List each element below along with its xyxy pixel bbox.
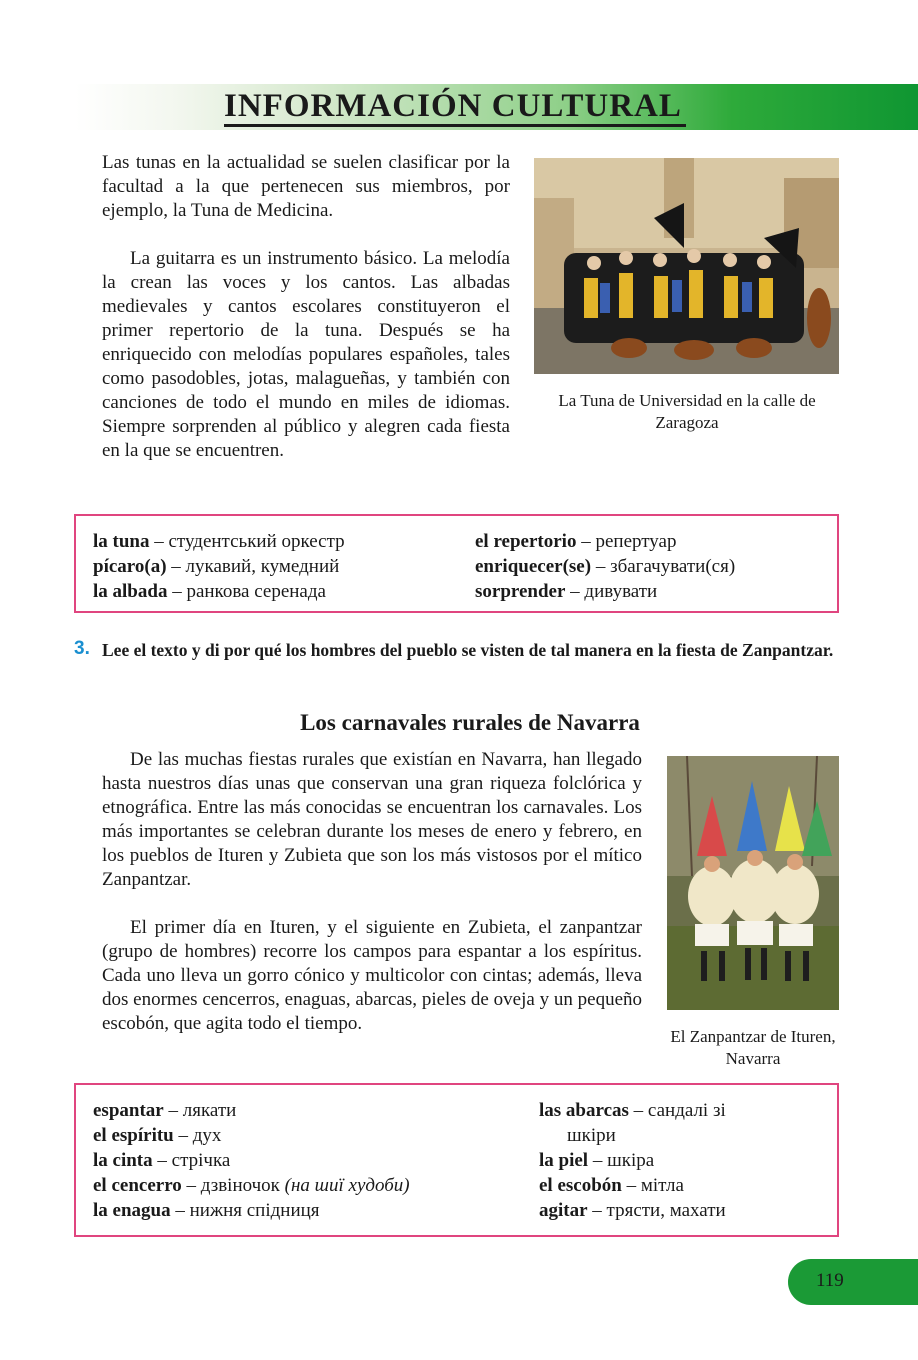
vocab-entry [539, 1173, 726, 1198]
vocab-entry [93, 579, 345, 604]
vocab-term: el espíritu [93, 1125, 174, 1146]
vocab-term: la piel [539, 1150, 589, 1171]
vocab-term: enriquecer(se) [475, 556, 592, 577]
vocab-translation: – сандалі зі [628, 1100, 726, 1121]
vocab-translation: – студентський оркестр [149, 531, 345, 552]
section-title: Los carnavales rurales de Navarra [300, 710, 640, 735]
vocab-translation: – ранкова серенада [167, 581, 326, 602]
vocab-entry [475, 554, 735, 579]
vocabulary-column-left [93, 1098, 410, 1223]
tuna-photo [534, 158, 839, 374]
page-number-tab [788, 1259, 918, 1305]
vocab-translation: – лякати [163, 1100, 237, 1121]
vocab-entry [93, 1123, 410, 1148]
vocab-translation: – дивувати [565, 581, 658, 602]
vocabulary-box-2 [74, 1083, 839, 1237]
vocab-term: espantar [93, 1100, 164, 1121]
vocab-translation: – трясти, махати [587, 1200, 726, 1221]
section-paragraph-1: De las muchas fiestas rurales que existían en Navarra, han llegado hasta nuestros días unas que conservan una gran riqueza folclórica y etnográfica. Entre las más conocidas se encuentran los carnavales. Los más importantes se celebran durante los meses de enero y febrero, en los pueblos de Ituren y Zubieta que son los más vistosos por el mítico Zanpantzar. [102, 749, 642, 890]
tuna-photo-caption: La Tuna de Universidad en la calle de Zaragoza [558, 391, 816, 432]
vocab-entry [93, 554, 345, 579]
vocab-note: (на шиї худоби) [284, 1175, 410, 1196]
vocab-term: la albada [93, 581, 168, 602]
vocab-entry [93, 1098, 410, 1123]
page-title: INFORMACIÓN CULTURAL [224, 88, 686, 127]
vocab-entry [539, 1148, 726, 1173]
vocab-continuation: шкіри [567, 1125, 616, 1146]
vocab-entry [475, 579, 735, 604]
task-number: 3. [74, 638, 90, 659]
intro-paragraph-2: La guitarra es un instrumento básico. La melodía la crean las voces y los cantos. Las albadas medievales y cantos escolares constituyeron el primer repertorio de la tuna. Después se ha enriquecido con melodías populares españoles, tales como pasodobles, jotas, malagueñas, y también con canciones de todo el mundo en miles de idiomas. Siempre sorprenden al público y alegren cada fiesta en la que se encuentren. [102, 248, 510, 461]
vocab-entry [539, 1198, 726, 1223]
vocab-term: las abarcas [539, 1100, 629, 1121]
vocab-term: el escobón [539, 1175, 622, 1196]
vocab-translation: – репертуар [576, 531, 677, 552]
vocabulary-box-1 [74, 514, 839, 613]
vocab-term: sorprender [475, 581, 566, 602]
vocab-entry [93, 529, 345, 554]
vocab-entry [93, 1148, 410, 1173]
vocab-term: la cinta [93, 1150, 153, 1171]
vocab-entry [539, 1098, 726, 1123]
vocab-term: la tuna [93, 531, 150, 552]
section-paragraph-2: El primer día en Ituren, y el siguiente en Zubieta, el zanpantzar (grupo de hombres) recorre los campos para espantar a los espíritus. Cada uno lleva un gorro cónico y multicolor con cintas; además, lleva dos enormes cencerros, enaguas, abarcas, pieles de oveja y un pequeño escobón, que agita todo el tiempo. [102, 917, 642, 1034]
vocabulary-column-left [93, 529, 345, 604]
vocab-translation: – шкіра [588, 1150, 655, 1171]
vocab-entry [93, 1173, 410, 1198]
vocab-translation: – мітла [621, 1175, 684, 1196]
vocab-translation: – дзвіночок [181, 1175, 285, 1196]
vocab-term: el cencerro [93, 1175, 182, 1196]
zanpantzar-photo-caption: El Zanpantzar de Ituren, Navarra [670, 1027, 836, 1068]
task-instruction: Lee el texto y di por qué los hombres del pueblo se visten de tal manera en la fiesta de Zanpantzar. [102, 640, 834, 660]
vocab-term: el repertorio [475, 531, 577, 552]
page-number: 119 [816, 1270, 844, 1291]
vocab-translation: – дух [173, 1125, 222, 1146]
vocab-term: pícaro(a) [93, 556, 167, 577]
vocab-translation: – нижня спідниця [170, 1200, 320, 1221]
vocab-term: la enagua [93, 1200, 171, 1221]
vocabulary-column-right [539, 1098, 726, 1223]
vocab-entry [93, 1198, 410, 1223]
zanpantzar-photo [667, 756, 839, 1010]
vocab-entry [475, 529, 735, 554]
intro-paragraph-1: Las tunas en la actualidad se suelen clasificar por la facultad a la que pertenecen sus miembros, por ejemplo, la Tuna de Medicina. [102, 152, 510, 221]
vocab-translation: – збагачувати(ся) [591, 556, 736, 577]
vocabulary-column-right [475, 529, 735, 604]
vocab-translation: – лукавий, кумедний [166, 556, 340, 577]
vocab-term: agitar [539, 1200, 588, 1221]
vocab-translation: – стрічка [152, 1150, 231, 1171]
